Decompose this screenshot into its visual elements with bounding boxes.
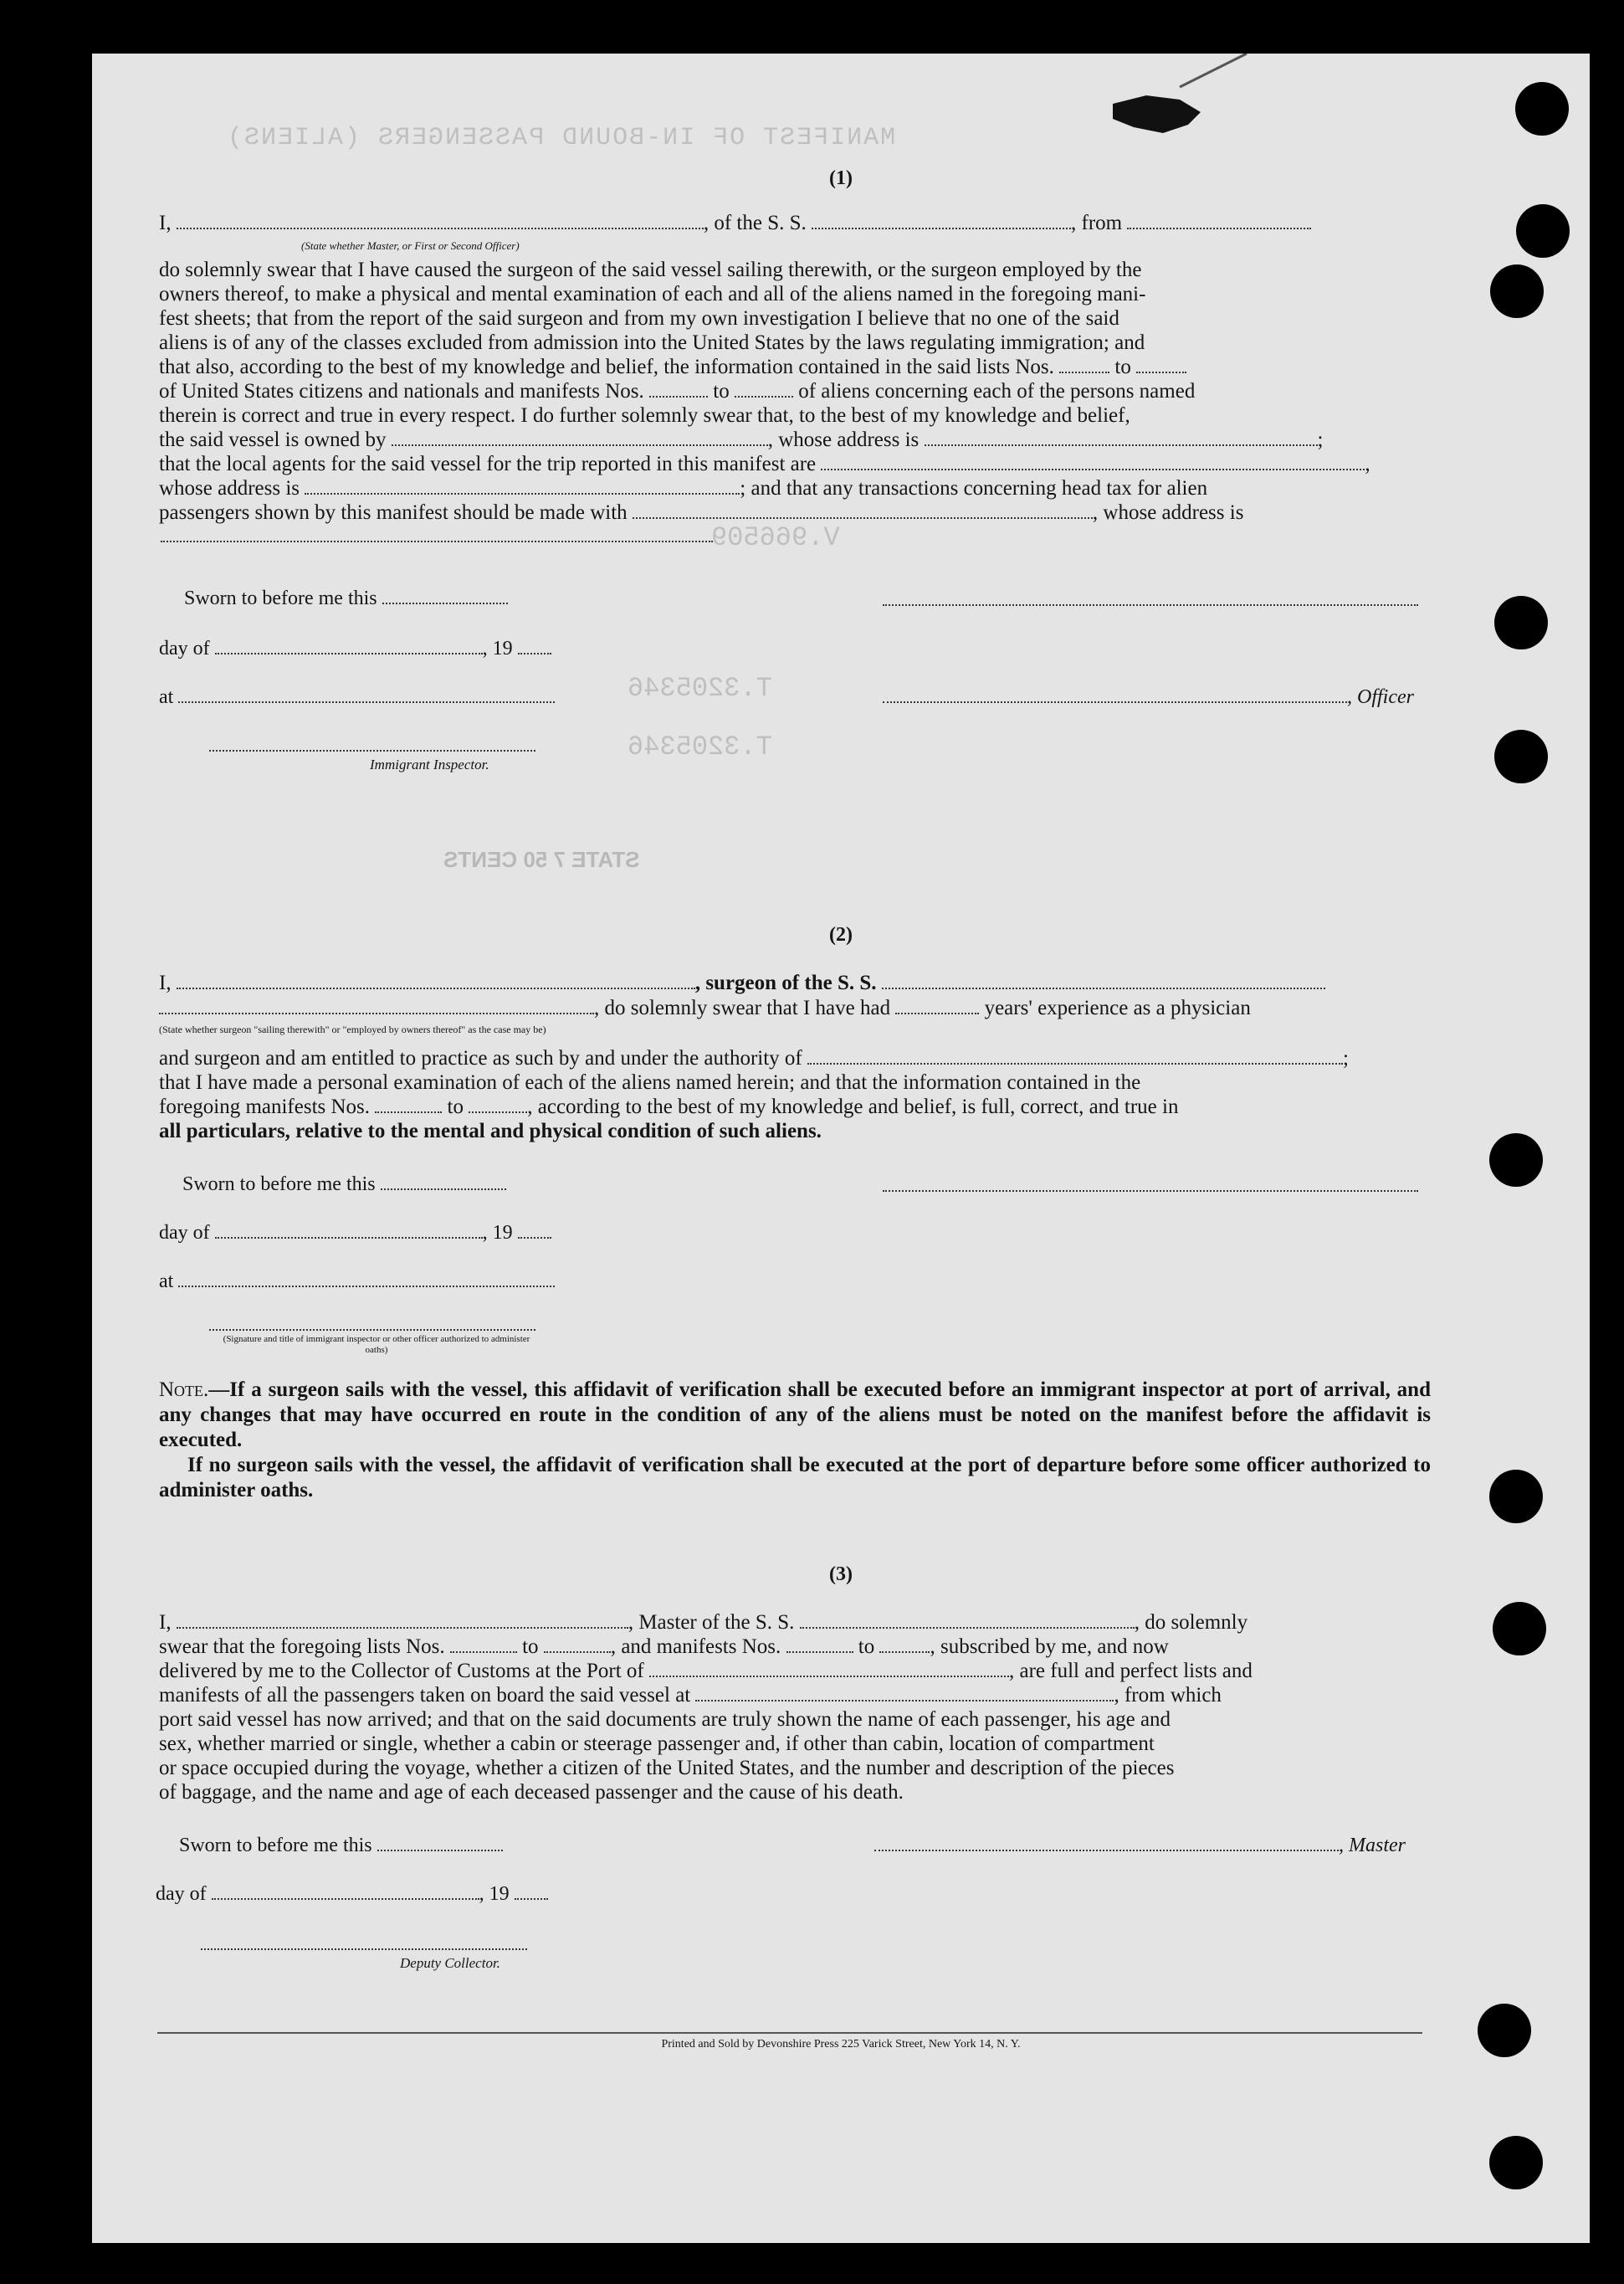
immigrant-inspector-label: Immigrant Inspector. [370, 757, 489, 772]
local-agents-field[interactable] [821, 454, 1365, 470]
do-solemnly-label: , do solemnly [1134, 1611, 1248, 1634]
full-perfect-text: , are full and perfect lists and [1009, 1660, 1253, 1682]
punch-hole-4 [1494, 596, 1548, 649]
section-3-line-4 [159, 1683, 1514, 1708]
section-2-at [159, 1269, 555, 1294]
authority-field[interactable] [807, 1048, 1343, 1065]
subscribed-text: , subscribed by me, and now [930, 1635, 1169, 1658]
year-label-2: , 19 [482, 1222, 513, 1244]
manifests-from-field[interactable] [649, 381, 708, 398]
according-text: , according to the best of my knowledge and belief, is full, correct, and true in [527, 1096, 1179, 1118]
local-agents-text: that the local agents for the said vessel for the trip reported in this manifest are [159, 453, 817, 475]
day-of-label-2: day of [159, 1222, 210, 1244]
day-field-3[interactable] [212, 1883, 479, 1900]
owner-address-field[interactable] [925, 429, 1318, 446]
deputy-collector-label: Deputy Collector. [400, 1955, 500, 1971]
section-2-body-4: all particulars, relative to the mental and physical condition of such aliens. [159, 1120, 822, 1142]
sworn-date-field-1[interactable] [382, 588, 508, 604]
deputy-signature-field[interactable] [201, 1947, 527, 1950]
collector-text: delivered by me to the Collector of Customs at the Port of [159, 1660, 644, 1682]
owner-field[interactable] [392, 429, 768, 446]
section-1-body-7: therein is correct and true in every respect. I do further solemnly swear that, to the best of my knowledge and belief, [159, 404, 1130, 427]
head-tax-agent-field[interactable] [633, 502, 1093, 519]
punch-hole-6 [1489, 1133, 1543, 1187]
section-3-number: (3) [829, 1563, 853, 1585]
boarding-port-field[interactable] [695, 1685, 1114, 1701]
section-3-body-7: or space occupied during the voyage, whether a citizen of the United States, and the number and description of the pieces [159, 1757, 1175, 1779]
section-1-body-11 [159, 500, 1514, 526]
note-paragraph-2: If no surgeon sails with the vessel, the affidavit of verification shall be executed at the port of departure before some officer authorized to administer oaths. [159, 1454, 1431, 1501]
pronoun-i-2: I, [159, 972, 172, 994]
year-field-1[interactable] [518, 638, 551, 654]
punch-hole-7 [1489, 1470, 1543, 1523]
sworn-label-3: Sworn to before me this [179, 1835, 372, 1856]
section-1-body-2: owners thereof, to make a physical and mental examination of each and all of the aliens named in the foregoing mani- [159, 283, 1146, 305]
punch-hole-1 [1515, 82, 1569, 136]
section-3-day [156, 1881, 548, 1907]
year-label-1: , 19 [482, 638, 513, 660]
bleed-through-stamp: STATE 7 50 CENTS [443, 847, 640, 872]
section-1-day [159, 636, 551, 661]
section-1-line-1 [159, 211, 1514, 236]
section-2-line-2 [159, 996, 1514, 1021]
section-3-line-1 [159, 1610, 1514, 1635]
pronoun-i-3: I, [159, 1611, 172, 1634]
master-vessel-field[interactable] [800, 1612, 1135, 1629]
owner-address-label: , whose address is [767, 429, 920, 451]
agent-address-text: whose address is [159, 477, 300, 500]
inspector-signature-field-2[interactable] [209, 1327, 535, 1331]
section-2-body-2: that I have made a personal examination of each of the aliens named herein; and that the information contained in the [159, 1071, 1141, 1094]
master-manifests-from[interactable] [786, 1636, 853, 1653]
section-3-body-5: port said vessel has now arrived; and that on the said documents are truly shown the name of each passenger, his age and [159, 1708, 1171, 1731]
aliens-concerning-text: of aliens concerning each of the persons named [798, 380, 1196, 403]
years-label: years' experience as a physician [984, 997, 1251, 1019]
master-of-label: , Master of the S. S. [628, 1611, 795, 1634]
caption-officer-rank: (State whether Master, or First or Second Officer) [301, 239, 520, 252]
surgeon-vessel-field[interactable] [882, 973, 1325, 989]
punch-hole-9 [1478, 2004, 1531, 2057]
year-field-2[interactable] [518, 1222, 551, 1239]
surgeon-of-label: , surgeon of the S. S. [694, 972, 877, 994]
punch-hole-5 [1494, 730, 1548, 783]
lists-to-field[interactable] [1136, 357, 1186, 373]
from-which-text: , from which [1114, 1684, 1222, 1707]
section-2-sworn [182, 1172, 506, 1197]
foregoing-text: foregoing manifests Nos. [159, 1096, 371, 1118]
note-text-1: —If a surgeon sails with the vessel, this affidavit of verification shall be executed before an immigrant inspector at port of arrival, and any changes that may have occurred en route in the condition of any of the aliens must be noted on the manifest before the affidavit is executed. [159, 1378, 1431, 1451]
to-label-2: to [713, 380, 730, 403]
section-3-body-6: sex, whether married or single, whether a cabin or steerage passenger and, if other than cabin, location of compartment [159, 1732, 1155, 1755]
bleed-through-number-1: V.966509 [711, 522, 840, 553]
pronoun-i: I, [159, 212, 172, 234]
agent-address-field[interactable] [305, 478, 740, 495]
signature-field-1[interactable] [883, 603, 1418, 606]
section-1-body-10 [159, 476, 1514, 501]
section-1-body-6 [159, 379, 1514, 404]
section-1-body-1: do solemnly swear that I have caused the surgeon of the said vessel sailing therewith, or the surgeon employed by the [159, 259, 1142, 281]
passengers-shown-text: passengers shown by this manifest should be made with [159, 501, 628, 524]
punch-hole-2 [1516, 204, 1570, 258]
day-field-1[interactable] [215, 638, 483, 654]
section-2-number: (2) [829, 924, 853, 946]
manifests-to-field[interactable] [735, 381, 793, 398]
footer-rule [157, 2032, 1422, 2034]
head-tax-address-field[interactable] [161, 539, 713, 542]
solemnly-label: , do solemnly swear that I have had [594, 997, 891, 1019]
head-tax-text: ; and that any transactions concerning head tax for alien [740, 477, 1208, 500]
officer-signature-field[interactable] [883, 686, 1347, 703]
form-page [92, 54, 1590, 2243]
to-label: to [1114, 356, 1131, 378]
at-label-2: at [159, 1270, 174, 1292]
section-1-at [159, 685, 555, 710]
surgeon-name-field[interactable] [177, 973, 695, 989]
punch-hole-10 [1489, 2136, 1543, 2189]
at-field-1[interactable] [178, 686, 555, 703]
section-3-sworn [179, 1833, 503, 1858]
section-1-body-8: the said vessel is owned by , whose address is ; [159, 429, 1324, 451]
section-2-day [159, 1220, 551, 1245]
years-field[interactable] [895, 998, 979, 1014]
note-label: Note. [159, 1378, 209, 1401]
section-1-body-4: aliens is of any of the classes excluded from admission into the United States by the laws regulating immigration; and [159, 331, 1145, 354]
section-3-body-8: of baggage, and the name and age of each deceased passenger and the cause of his death. [159, 1781, 904, 1804]
day-of-label-3: day of [156, 1883, 207, 1905]
from-label: , from [1071, 212, 1123, 234]
master-signature-field[interactable] [874, 1835, 1339, 1851]
punch-hole-3 [1490, 264, 1544, 318]
master-lists-to[interactable] [544, 1636, 611, 1653]
section-1-number: (1) [829, 167, 853, 189]
to-label-3: to [447, 1096, 464, 1118]
section-3-line-2 [159, 1635, 1514, 1660]
officer-label: , Officer [1347, 686, 1414, 708]
master-lists-from[interactable] [450, 1636, 517, 1653]
master-signature-line [874, 1833, 1406, 1858]
vessel-name-field[interactable] [812, 213, 1071, 229]
surgeon-manifest-from[interactable] [375, 1096, 442, 1113]
inspector-signature-field[interactable] [209, 748, 535, 752]
signature-field-2[interactable] [883, 1188, 1418, 1192]
surgeon-manifest-to[interactable] [469, 1096, 527, 1113]
torn-corner-mark [1054, 54, 1263, 146]
to-label-4: to [522, 1635, 539, 1658]
section-1-body-9: that the local agents for the said vessel for the trip reported in this manifest are , [159, 453, 1370, 475]
punch-hole-8 [1493, 1602, 1546, 1655]
bleed-through-title: MANIFEST OF IN-BOUND PASSENGERS (ALIENS) [226, 124, 896, 152]
sworn-date-field-2[interactable] [381, 1173, 506, 1190]
and-manifests-text: , and manifests Nos. [610, 1635, 781, 1658]
section-1-sworn [184, 586, 508, 611]
officer-name-field[interactable] [177, 213, 704, 229]
section-2-body-1: and surgeon and am entitled to practice as such by and under the authority of ; [159, 1047, 1349, 1070]
sworn-date-field-3[interactable] [377, 1835, 503, 1851]
at-label-1: at [159, 686, 174, 708]
surgeon-caption: (State whether surgeon "sailing therewith" or "employed by owners thereof" as the case may be) [159, 1024, 546, 1035]
bleed-through-number-3: T.3205346 [628, 731, 772, 762]
day-field-2[interactable] [215, 1222, 483, 1239]
signature-caption: (Signature and title of immigrant inspector or other officer authorized to administer oaths) [223, 1334, 530, 1355]
year-field-3[interactable] [515, 1883, 548, 1900]
manifests-nos-text: of United States citizens and nationals and manifests Nos. [159, 380, 644, 403]
to-label-5: to [858, 1635, 875, 1658]
section-3-line-3 [159, 1659, 1514, 1684]
from-port-field[interactable] [1127, 213, 1311, 229]
port-field[interactable] [649, 1660, 1009, 1677]
owned-by-text: the said vessel is owned by [159, 429, 387, 451]
bleed-through-number-2: T.3205346 [628, 673, 772, 704]
section-1-body-5 [159, 355, 1514, 380]
section-2-line-1 [159, 971, 1514, 996]
sworn-label-1: Sworn to before me this [184, 588, 377, 609]
sworn-label-2: Sworn to before me this [182, 1173, 376, 1195]
foregoing-lists-text: swear that the foregoing lists Nos. [159, 1635, 445, 1658]
head-tax-address-label: , whose address is [1092, 501, 1244, 524]
master-label: , Master [1339, 1835, 1406, 1856]
day-of-label-1: day of [159, 638, 210, 660]
master-name-field[interactable] [177, 1612, 628, 1629]
year-label-3: , 19 [479, 1883, 510, 1905]
of-ss-label: , of the S. S. [703, 212, 807, 234]
lists-from-field[interactable] [1059, 357, 1109, 373]
master-manifests-to[interactable] [879, 1636, 930, 1653]
authority-text: and surgeon and am entitled to practice as such by and under the authority of [159, 1047, 802, 1070]
lists-nos-text: that also, according to the best of my knowledge and belief, the information contained in the said lists Nos. [159, 356, 1054, 378]
at-field-2[interactable] [178, 1270, 555, 1287]
taken-on-board-text: manifests of all the passengers taken on board the said vessel at [159, 1684, 691, 1707]
section-2-body-3 [159, 1095, 1514, 1120]
surgeon-status-field[interactable] [159, 998, 594, 1014]
officer-line [883, 685, 1414, 710]
section-1-body-3: fest sheets; that from the report of the said surgeon and from my own investigation I believe that no one of the said [159, 307, 1119, 330]
note-paragraph-1 [159, 1378, 1431, 1453]
printer-imprint: Printed and Sold by Devonshire Press 225 Varick Street, New York 14, N. Y. [661, 2038, 1021, 2050]
